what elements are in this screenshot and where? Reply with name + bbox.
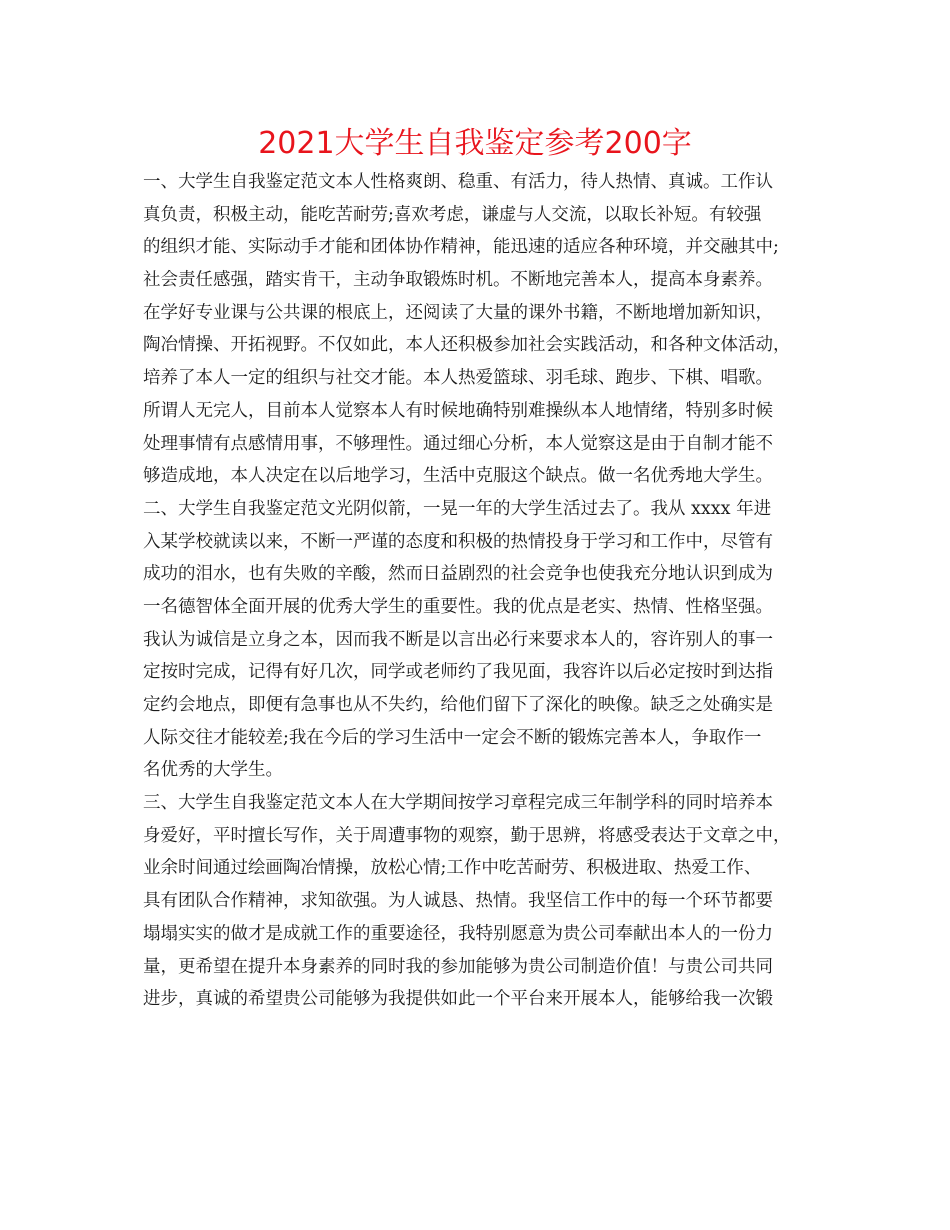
document-body: [143, 166, 823, 1016]
body-line: 社会责任感强，踏实肯干，主动争取锻炼时机。不断地完善本人，提高本身素养。: [143, 270, 773, 291]
body-line: 定按时完成，记得有好几次，同学或老师约了我见面，我容许以后必定按时到达指: [143, 662, 773, 683]
body-line: 的组织才能、实际动手才能和团体协作精神，能迅速的适应各种环境，并交融其中;: [143, 237, 779, 258]
body-line: 在学好专业课与公共课的根底上，还阅读了大量的课外书籍，不断地增加新知识，: [143, 302, 773, 323]
body-line: 一名德智体全面开展的优秀大学生的重要性。我的优点是老实、热情、性格坚强。: [143, 596, 773, 617]
body-line: 定约会地点，即便有急事也从不失约，给他们留下了深化的映像。缺乏之处确实是: [143, 695, 773, 715]
body-line: 陶冶情操、开拓视野。不仅如此，本人还积极参加社会实践活动，和各种文体活动，: [143, 335, 791, 356]
body-line: 塌塌实实的做才是成就工作的重要途径，我特别愿意为贵公司奉献出本人的一份力: [143, 923, 773, 944]
body-line: 够造成地，本人决定在以后地学习，生活中克服这个缺点。做一名优秀地大学生。: [143, 466, 773, 487]
body-line: 名优秀的大学生。: [143, 760, 283, 781]
body-line: 成功的泪水，也有失败的辛酸，然而日益剧烈的社会竞争也使我充分地认识到成为: [143, 564, 773, 585]
body-line: 量，更希望在提升本身素养的同时我的参加能够为贵公司制造价值！与贵公司共同: [143, 956, 773, 977]
body-line: 进步，真诚的希望贵公司能够为我提供如此一个平台来开展本人，能够给我一次锻: [143, 989, 773, 1010]
body-line: 具有团队合作精神，求知欲强。为人诚恳、热情。我坚信工作中的每一个环节都要: [143, 891, 773, 912]
body-line: 二、大学生自我鉴定范文光阴似箭，一晃一年的大学生活过去了。我从 xxxx 年进: [143, 498, 772, 519]
body-line: 入某学校就读以来，不断一严谨的态度和积极的热情投身于学习和工作中，尽管有: [143, 531, 773, 552]
body-line: 所谓人无完人，目前本人觉察本人有时候地确特别难操纵本人地情绪，特别多时候: [143, 400, 773, 421]
body-line: 一、大学生自我鉴定范文本人性格爽朗、稳重、有活力，待人热情、真诚。工作认: [143, 172, 773, 192]
body-line: 三、大学生自我鉴定范文本人在大学期间按学习章程完成三年制学科的同时培养本: [143, 793, 773, 814]
body-line: 人际交往才能较差;我在今后的学习生活中一定会不断的锻炼完善本人，争取作一: [143, 727, 762, 748]
body-line: 处理事情有点感情用事，不够理性。通过细心分析，本人觉察这是由于自制才能不: [143, 433, 773, 454]
body-line: 身爱好，平时擅长写作，关于周遭事物的观察，勤于思辨，将感受表达于文章之中，: [143, 825, 791, 846]
body-line: 培养了本人一定的组织与社交才能。本人热爱篮球、羽毛球、跑步、下棋、唱歌。: [143, 368, 773, 389]
body-line: 业余时间通过绘画陶冶情操，放松心情;工作中吃苦耐劳、积极进取、热爱工作、: [143, 858, 762, 879]
document-title: 2021大学生自我鉴定参考200字: [258, 126, 692, 161]
body-line: 真负责，积极主动，能吃苦耐劳;喜欢考虑，谦虚与人交流，以取长补短。有较强: [143, 204, 762, 225]
body-line: 我认为诚信是立身之本，因而我不断是以言出必行来要求本人的，容许别人的事一: [143, 629, 773, 650]
